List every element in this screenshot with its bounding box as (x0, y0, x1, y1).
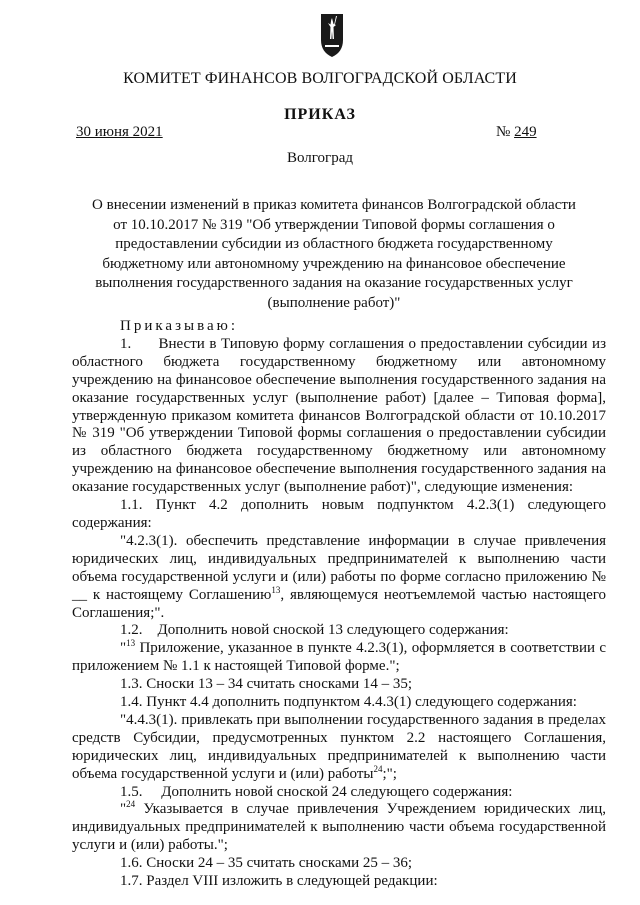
order-body (72, 318, 606, 891)
city: Волгоград (286, 150, 353, 166)
quote-4-4-3-1-tail: ;"; (382, 765, 397, 782)
paragraph-item-1: 1. Внести в Типовую форму соглашения о предоставлении субсидии из областного бюджета государственному бюджетному или автономному учреждению на финансовое обеспечение выполнения государственного задания на оказание государственных услуг (выполнение работ) [далее – Типовая форма], утвержденную приказом комитета финансов Волгоградской области от 10.10.2017 № 319 "Об утверждении Типовой формы соглашения о предоставлении субсидии из областного бюджета государственному бюджетному или автономному учреждению на финансовое обеспечение выполнения государственного задания на оказание государственных услуг (выполнение работ)", следующие изменения: (72, 335, 606, 496)
quote-4-4-3-1 (72, 712, 606, 784)
quote-4-2-3-1-tail: , являющемуся неотъемлемой частью настоящего Соглашения;". (72, 586, 606, 621)
paragraph-item-1-4: 1.4. Пункт 4.4 дополнить подпунктом 4.4.3(1) следующего содержания: (120, 694, 577, 711)
footnote-13-text (72, 640, 606, 676)
order-date: 30 июня 2021 (76, 124, 163, 140)
paragraph-item-1-3: 1.3. Сноски 13 – 34 считать сносками 14 – 35; (120, 676, 413, 693)
order-title: О внесении изменений в приказ комитета финансов Волгоградской области от 10.10.2017 № 319 "Об утверждении Типовой формы соглашения о предоставлении субсидии из областного бюджета государственному бюджетному или автономному учреждению на финансовое обеспечение выполнения государственного задания на оказание государственных услуг (выполнение работ)" (92, 197, 576, 311)
volgograd-coat-of-arms-icon (320, 12, 344, 58)
footnote-13-open-quote: " (120, 640, 127, 657)
footnote-24-mark: 24 (126, 799, 136, 810)
footnote-13-body: Приложение, указанное в пункте 4.2.3(1), оформляется в соответствии с приложением № 1.1 к настоящей Типовой форме."; (72, 640, 606, 675)
footnote-24-body: Указывается в случае привлечения Учреждением юридических лиц, индивидуальных предпринимателей к выполнению части объема государственной услуги и (или) работы."; (72, 801, 606, 854)
footnote-ref-24: 24 (373, 763, 383, 774)
paragraph-item-1-5: 1.5. Дополнить новой сноской 24 следующего содержания: (120, 783, 513, 800)
quote-4-2-3-1 (72, 533, 606, 623)
paragraph-item-1-2: 1.2. Дополнить новой сноской 13 следующего содержания: (120, 622, 509, 639)
footnote-13-mark: 13 (126, 638, 136, 649)
paragraph-item-1-6: 1.6. Сноски 24 – 35 считать сносками 25 – 36; (120, 855, 413, 872)
footnote-24-text (72, 801, 606, 855)
quote-4-4-3-1-text: "4.4.3(1). привлекать при выполнении государственного задания в пределах средств Субсидии, предусмотренных пунктом 2.2 настоящего Соглашения, юридических лиц, индивидуальных предпринимателей к выполнению части объема государственной услуги и (или) работы (72, 711, 606, 782)
order-number-value: 249 (514, 124, 537, 140)
committee-name: КОМИТЕТ ФИНАНСОВ ВОЛГОГРАДСКОЙ ОБЛАСТИ (123, 70, 517, 87)
footnote-24-open-quote: " (120, 801, 127, 818)
quote-4-2-3-1-text: "4.2.3(1). обеспечить представление информации в случае привлечения юридических лиц, индивидуальных предпринимателей к выполнению части объема государственной услуги и (или) работы по форме согласно приложению № __ к настоящему Соглашению (72, 532, 606, 603)
order-number-prefix: № (496, 124, 515, 140)
footnote-ref-13: 13 (271, 584, 281, 595)
paragraph-item-1-1: 1.1. Пункт 4.2 дополнить новым подпунктом 4.2.3(1) следующего содержания: (72, 497, 606, 531)
order-word: Приказываю: (120, 318, 238, 334)
order-number (496, 124, 537, 141)
paragraph-item-1-7: 1.7. Раздел VIII изложить в следующей редакции: (120, 873, 438, 890)
document-type: ПРИКАЗ (284, 106, 356, 123)
